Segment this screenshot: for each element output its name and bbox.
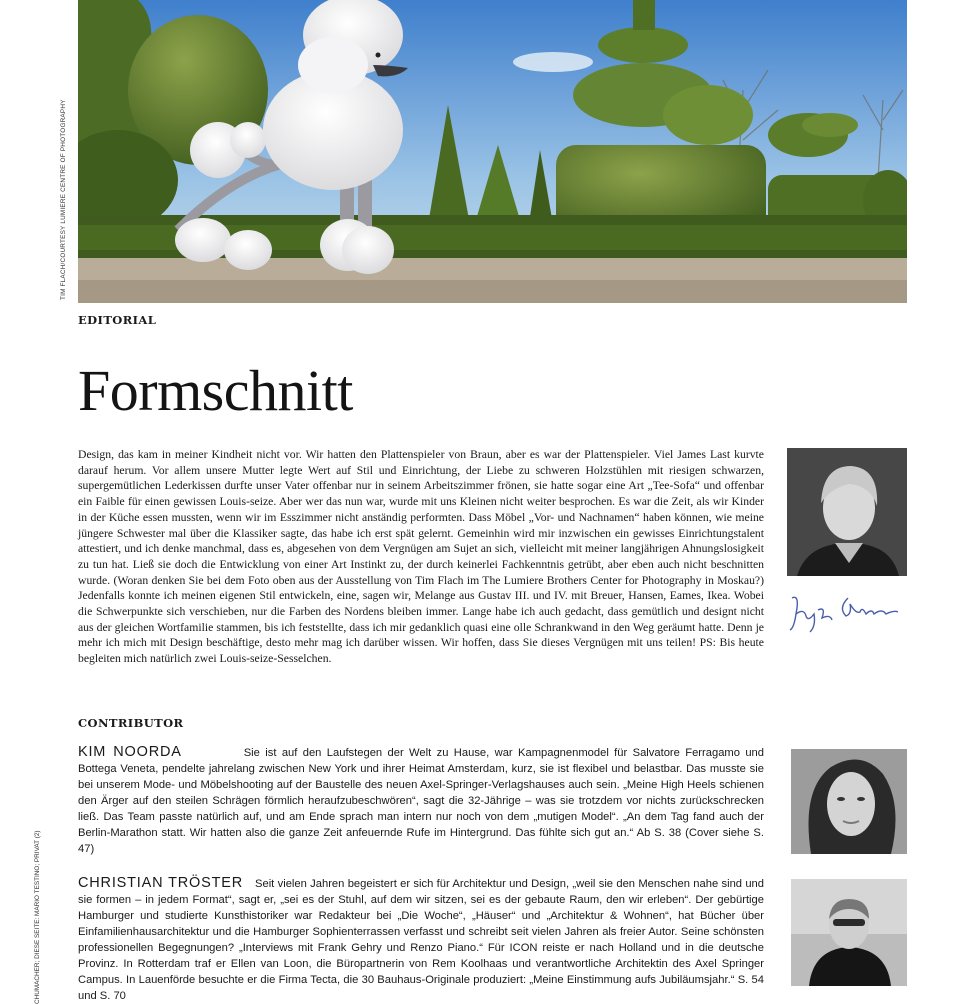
photo-credit-bottom: CHUMACHER; DIESE SEITE: MARIO TESTINO; PRIVAT (2) [34, 830, 41, 1004]
contributor-name: CHRISTIAN TRÖSTER [78, 875, 244, 891]
editorial-label: EDITORIAL [78, 313, 157, 327]
contributor-text: Sie ist auf den Laufstegen der Welt zu Hause, war Kampagnenmodel für Salvatore Ferragamo und Bottega Veneta, pendelte jahrelang zwischen New York und ihrer Heimat Amsterdam, kurz, sie ist flexibel und belastbar. Das musste sie bei unserem Mode- und Möbelshooting auf der Baustelle des neuen Axel-Springer-Verlagshauses auch sein. „Meine High Heels schienen den Ärger auf den steilen Schrägen förmlich heraufzubeschwören“, sagt die 32-Jährige – was sie trotzdem vor nichts zurückschrecken ließ. Das Team passte natürlich auf, und am Ende sprach man intern nur noch von dem „mutigen Model“. „An dem Tag fand auch der Berlin-Marathon statt. Wir hatten also die ganze Zeit anfeuernde Rufe im Hintergrund. Das fühlte sich gut an.“ Ab S. 38 (Cover siehe S. 47) [78, 747, 764, 855]
editor-portrait [787, 448, 907, 576]
contributor-entry-kim-noorda [78, 744, 764, 857]
hero-photo-poodle-topiary [78, 0, 907, 303]
contributor-text: Seit vielen Jahren begeistert er sich für Architektur und Design, „weil sie den Menschen nahe sind und sie formen – in jedem Format“, sagt er, „sei es der Stuhl, auf dem wir sitzen, sei es der gebaute Raum, den wir erleben“. Der gebürtige Hamburger und studierte Kunsthistoriker war Redakteur bei „Die Woche“, „Häuser“ und „Architektur & Wohnen“, hat Bücher über Einfamilienhausarchitektur und die Hamburger Sophienterrassen verfasst und schreibt seit vielen Jahren als freier Autor. Seine schönsten professionellen Begegnungen? „Interviews mit Frank Gehry und Renzo Piano.“ Für ICON reiste er nach Holland und in die deutsche Provinz. In Rotterdam traf er Ellen van Loon, die Büropartnerin von Rem Koolhaas und verantwortliche Architektin des Axel Springer Campus. In Lauenförde besuchte er die Firma Tecta, die 30 Bauhaus-Originale produziert: „Meine Einstimmung aufs Jubiläumsjahr.“ S. 54 und S. 70 [78, 878, 764, 1002]
photo-credit-top: TIM FLACH/COURTESY LUMIERE CENTRE OF PHOTOGRAPHY [60, 99, 67, 300]
contributor-entry-christian-troester [78, 875, 764, 1004]
page-title: Formschnitt [78, 358, 353, 423]
christian-troester-portrait [791, 879, 907, 986]
hero-illustration [78, 0, 907, 303]
editor-signature [786, 584, 908, 646]
kim-noorda-portrait [791, 749, 907, 854]
contributor-label: CONTRIBUTOR [78, 716, 184, 730]
editorial-body: Design, das kam in meiner Kindheit nicht vor. Wir hatten den Plattenspieler von Braun, aber es war der Plattenspieler. Viel James Last kurvte darauf herum. Vor allem unsere Mutter legte Wert auf Stil und Einrichtung, der Liebe zu schweren Holzstühlen mit riesigen schwarzen, supergemütlichen Lederkissen durfte unser Vater offenbar nur in seinem Arbeitszimmer frönen, sie hatte sogar eine Art „Tee-Sofa“ und offenbar ein Faible für einen gewissen Louis-seize. Aber wer das nun war, wurde mit uns Kleinen nicht weiter besprochen. Es war die Zeit, als wir Kinder in der Küche essen mussten, wenn wir im Esszimmer nicht anständig performten. Dass Möbel „Vor- und Nachnamen“ haben können, wie meine jüngere Schwester mal über die Klassiker sagte, das habe ich erst spät gelernt. Gemeinhin wird mir inzwischen ein gewisses Einrichtungstalent attestiert, und ich denke manchmal, dass es, abgesehen von dem Vergnügen am Sujet an sich, vielleicht mit meiner langjährigen Ahnungslosigkeit zu tun hat. Ließ sie doch die Entwicklung von einer Art Instinkt zu, der durch keinerlei Fachkenntnis getrübt, aber eben auch nicht beschnitten wurde. (Woran denken Sie bei dem Foto oben aus der Ausstellung von Tim Flach im The Lumiere Brothers Center for Photography in Moskau?) Jedenfalls konnte ich meinen eigenen Stil entwickeln, eine, sagen wir, Melange aus Gustav III. und IV. mit Breuer, Hansen, Eames, Ikea. Wobei die Schwerpunkte sich verschieben, nur die Farben des Nordens bleiben immer. Lange habe ich auch gedacht, dass gemütlich und designt nicht aus der gleichen Wortfamilie stammen, bis ich feststellte, dass ich mir gedanklich quasi eine olle Schrankwand in den Weg geräumt hatte. Denn je mehr ich mich mit Design beschäftige, desto mehr mag ich darüber wissen. Wir hoffen, dass Sie dieses Vergnügen mit uns teilen! PS: Bis heute begleiten mich natürlich zwei Louis-seize-Sesselchen. [78, 448, 764, 666]
contributor-name: KIM NOORDA [78, 744, 182, 760]
